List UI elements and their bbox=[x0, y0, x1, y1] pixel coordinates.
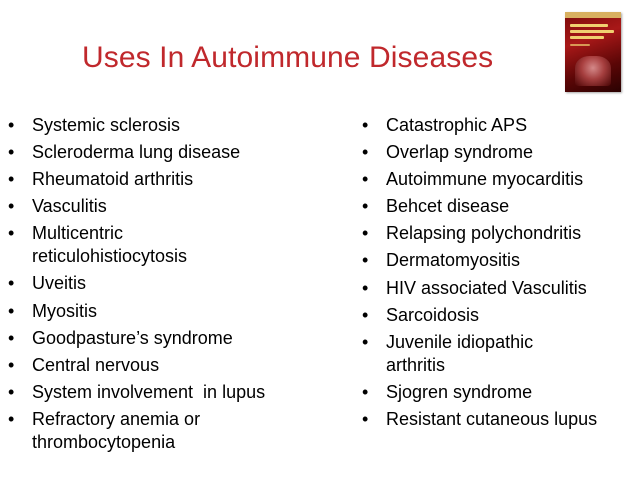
list-item bbox=[362, 304, 634, 327]
book-cover-figure bbox=[575, 56, 611, 86]
list-item-text: • Vasculitis bbox=[32, 196, 107, 217]
list-item bbox=[8, 114, 328, 137]
list-item-text: • Myositis bbox=[32, 300, 98, 321]
list-item bbox=[8, 195, 328, 218]
book-cover-title-line bbox=[570, 36, 604, 39]
list-item-text: • Multicentric reticulohistiocytosis bbox=[32, 223, 188, 267]
list-item bbox=[362, 331, 634, 377]
list-item bbox=[8, 408, 328, 454]
slide-title: Uses In Autoimmune Diseases bbox=[82, 41, 494, 74]
list-item-text: • Systemic sclerosis bbox=[32, 115, 181, 135]
list-item bbox=[362, 114, 634, 137]
list-item bbox=[8, 300, 328, 323]
book-cover-subtitle-line bbox=[570, 44, 590, 46]
right-bullet-list bbox=[362, 114, 634, 435]
list-item bbox=[362, 168, 634, 191]
list-item-text: • Rheumatoid arthritis bbox=[32, 169, 194, 190]
list-item-text: • System involvement in lupus bbox=[32, 381, 266, 402]
list-item bbox=[8, 272, 328, 295]
list-item bbox=[362, 141, 634, 164]
list-item-text: • Behcet disease bbox=[386, 196, 510, 217]
list-item bbox=[8, 141, 328, 164]
list-item-text: • Scleroderma lung disease bbox=[32, 142, 241, 163]
book-cover-title-line bbox=[570, 24, 608, 27]
left-bullet-list bbox=[8, 114, 328, 458]
list-item bbox=[362, 195, 634, 218]
list-item bbox=[8, 222, 328, 268]
list-item-text: • Central nervous bbox=[32, 354, 160, 375]
list-item-text: • Resistant cutaneous lupus bbox=[386, 408, 598, 429]
list-item bbox=[8, 168, 328, 191]
list-item-text: • Refractory anemia or thrombocytopenia bbox=[32, 408, 201, 452]
list-item-text: • Overlap syndrome bbox=[386, 142, 534, 163]
list-item-text: • Relapsing polychondritis bbox=[386, 223, 582, 244]
list-item-text: • Catastrophic APS bbox=[386, 115, 528, 135]
book-cover-band bbox=[565, 12, 621, 18]
list-item-text: • Sjogren syndrome bbox=[386, 381, 533, 402]
list-item-text: • Uveitis bbox=[32, 273, 87, 294]
list-item bbox=[362, 249, 634, 272]
list-item-text: • Goodpasture’s syndrome bbox=[32, 327, 233, 348]
list-item bbox=[362, 277, 634, 300]
list-item-text: • Sarcoidosis bbox=[386, 304, 480, 325]
list-item bbox=[8, 327, 328, 350]
list-item bbox=[362, 381, 634, 404]
list-item bbox=[362, 408, 634, 431]
list-item-text: • Juvenile idiopathic arthritis bbox=[386, 331, 534, 375]
book-cover-title-line bbox=[570, 30, 614, 33]
list-item bbox=[362, 222, 634, 245]
textbook-cover-image bbox=[565, 12, 621, 92]
list-item-text: • Dermatomyositis bbox=[386, 250, 521, 271]
list-item-text: • Autoimmune myocarditis bbox=[386, 169, 584, 190]
list-item bbox=[8, 354, 328, 377]
list-item-text: • HIV associated Vasculitis bbox=[386, 277, 587, 298]
list-item bbox=[8, 381, 328, 404]
